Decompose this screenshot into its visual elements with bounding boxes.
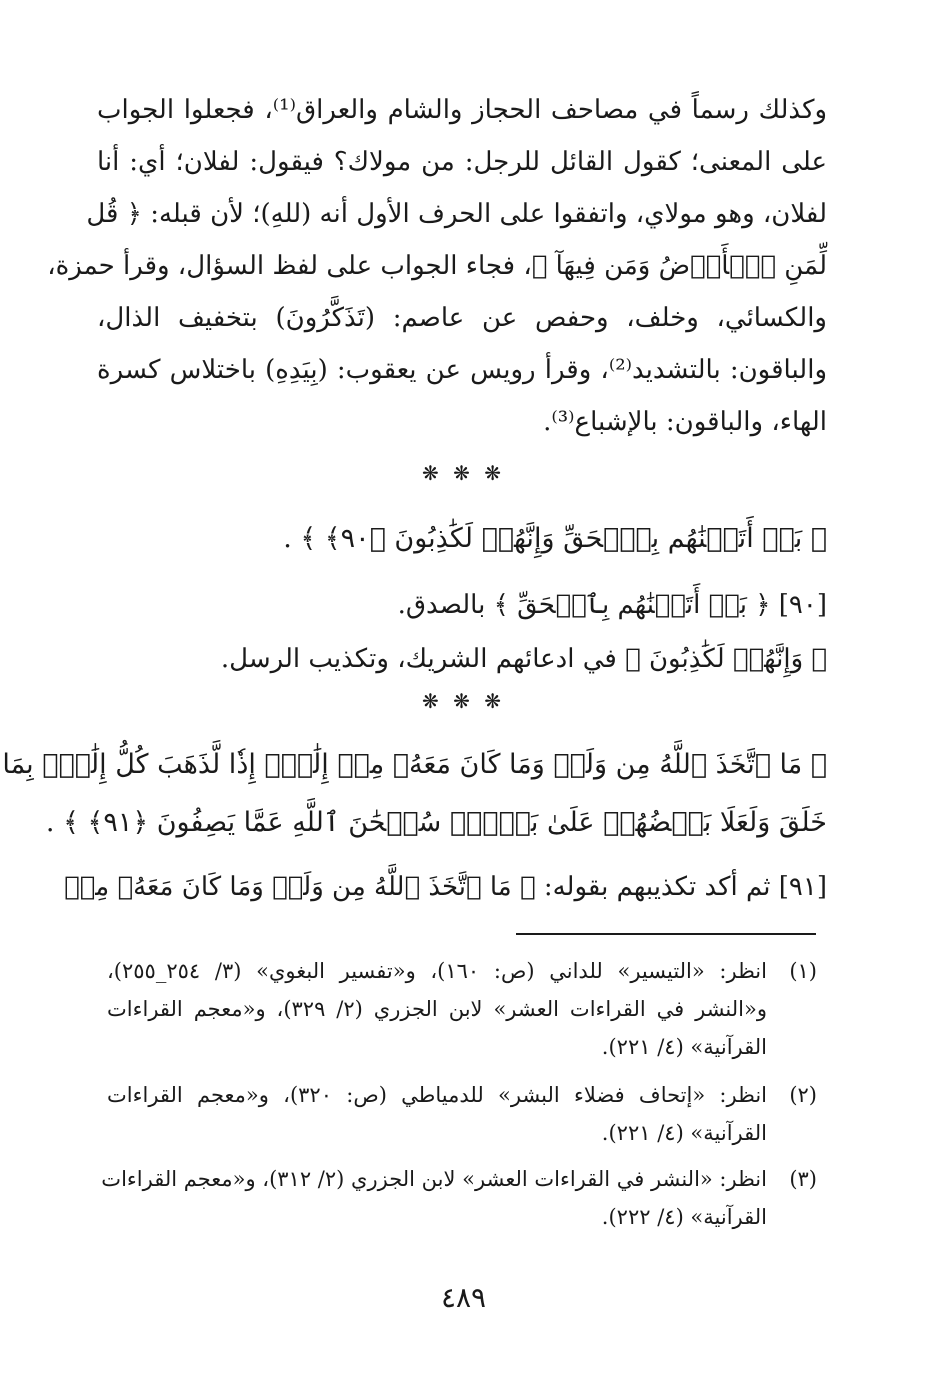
body-line: وكذلك رسماً في مصاحف الحجاز والشام والعراق⁽¹⁾، فجعلوا الجواب bbox=[97, 95, 827, 125]
body-line: لفلان، وهو مولاي، واتفقوا على الحرف الأول أنه (للهِ)؛ لأن قبله: ﴿ قُل bbox=[86, 199, 827, 229]
body-line: الهاء، والباقون: بالإشباع⁽³⁾. bbox=[543, 407, 827, 437]
page-number: ٤٨٩ bbox=[440, 1281, 487, 1314]
footnote-line: و«النشر في القراءات العشر» لابن الجزري (٢/ ٣٢٩)، و«معجم القراءات bbox=[107, 997, 767, 1021]
tafsir-90-line: ﴿ وَإِنَّهُمۡ لَكَٰذِبُونَ ﴾ في ادعائهم الشريك، وتكذيب الرسل. bbox=[220, 644, 827, 674]
body-line: على المعنى؛ كقول القائل للرجل: من مولاك؟ فيقول: لفلان؛ أي: أنا bbox=[97, 147, 827, 177]
section-separator: ❋ ❋ ❋ bbox=[422, 689, 505, 713]
tafsir-90-line: [٩٠] ﴿ بَلۡ أَتَيۡنَٰهُم بِٱلۡحَقِّ ﴾ بالصدق. bbox=[397, 590, 827, 620]
footnote-number: (٢) bbox=[789, 1083, 817, 1107]
footnote-line: انظر: «النشر في القراءات العشر» لابن الجزري (٢/ ٣١٢)، و«معجم القراءات bbox=[101, 1167, 767, 1191]
footnote-line: القرآنية» (٤/ ٢٢١). bbox=[601, 1035, 767, 1059]
footnote-number: (٣) bbox=[789, 1167, 817, 1191]
footnote-rule bbox=[516, 933, 816, 935]
footnote-line: القرآنية» (٤/ ٢٢١). bbox=[601, 1121, 767, 1145]
verse-90: ﴿ بَلۡ أَتَيۡنَٰهُم بِٱلۡحَقِّ وَإِنَّهُمۡ لَكَٰذِبُونَ ﴿٩٠﴾ ﴾ . bbox=[283, 523, 827, 554]
tafsir-91-line: [٩١] ثم أكد تكذيبهم بقوله: ﴿ مَا ٱتَّخَذَ ٱللَّهُ مِن وَلَدٖ وَمَا كَانَ مَعَهُۥ مِنۡ bbox=[64, 872, 827, 902]
section-separator: ❋ ❋ ❋ bbox=[422, 461, 505, 485]
footnote-number: (١) bbox=[789, 959, 817, 983]
footnote-line: انظر: «التيسير» للداني (ص: ١٦٠)، و«تفسير البغوي» (٣/ ٢٥٤_٢٥٥)، bbox=[107, 959, 767, 983]
body-line: والباقون: بالتشديد⁽²⁾، وقرأ رويس عن يعقوب: (بِيَدِهِ) باختلاس كسرة bbox=[97, 355, 827, 385]
body-line: والكسائي، وخلف، وحفص عن عاصم: (تَذَكَّرُونَ) بتخفيف الذال، bbox=[97, 303, 827, 333]
verse-91-line: خَلَقَ وَلَعَلَا بَعۡضُهُمۡ عَلَىٰ بَعۡضٖۚ سُبۡحَٰنَ ٱللَّهِ عَمَّا يَصِفُونَ ﴿٩١﴾ ﴾ . bbox=[45, 807, 827, 838]
body-line: لِّمَنِ ٱلۡأَرۡضُ وَمَن فِيهَآ ﴾، فجاء الجواب على لفظ السؤال، وقرأ حمزة، bbox=[47, 251, 827, 281]
footnote-line: انظر: «إتحاف فضلاء البشر» للدمياطي (ص: ٣٢٠)، و«معجم القراءات bbox=[107, 1083, 767, 1107]
footnote-line: القرآنية» (٤/ ٢٢٢). bbox=[601, 1205, 767, 1229]
verse-91-line: ﴿ مَا ٱتَّخَذَ ٱللَّهُ مِن وَلَدٖ وَمَا كَانَ مَعَهُۥ مِنۡ إِلَٰهٍۚ إِذٗا لَّذَهَبَ كُلُّ إِلَٰهِۭ بِمَا bbox=[2, 749, 827, 780]
